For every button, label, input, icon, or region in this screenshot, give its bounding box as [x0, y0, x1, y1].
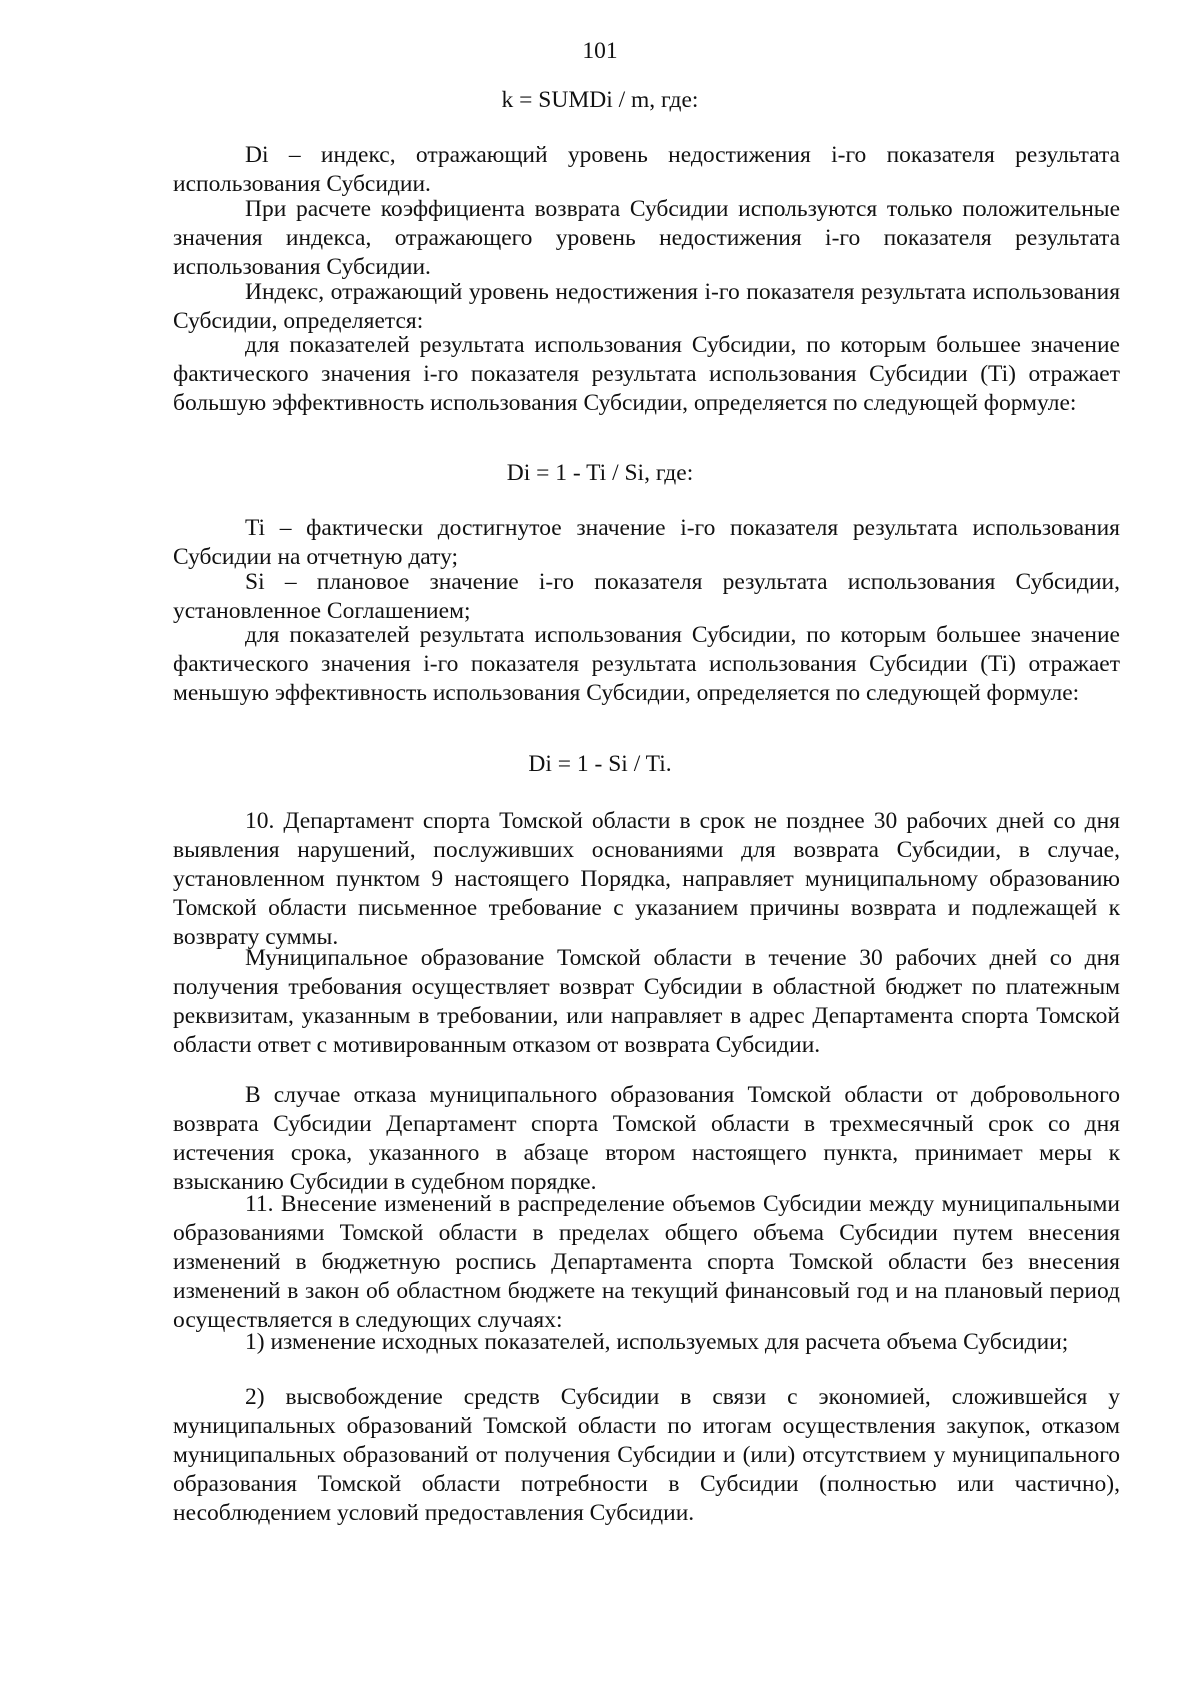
paragraph-greater-efficiency: для показателей результата использования Субсидии, по которым большее значение фактического значения i-го показателя результата использования Субсидии (Ti) отражает большую эффективность использования Субсидии, определяется по следующей формуле: — [173, 332, 1120, 416]
formula-di-more: Di = 1 - Ti / Si, где: — [506, 460, 694, 486]
paragraph-positive-values: При расчете коэффициента возврата Субсидии используются только положительные значения индекса, отражающего уровень недостижения i-го показателя результата использования Субсидии. — [173, 196, 1120, 280]
paragraph-municipal-return: Муниципальное образование Томской области в течение 30 рабочих дней со дня получения требования осуществляет возврат Субсидии в областной бюджет по платежным реквизитам, указанным в требовании, или направляет в адрес Департамента спорта Томской области ответ с мотивированным отказом от возврата Субсидии. — [173, 945, 1120, 1058]
paragraph-lesser-efficiency: для показателей результата использования Субсидии, по которым большее значение фактического значения i-го показателя результата использования Субсидии (Ti) отражает меньшую эффективность использования Субсидии, определяется по следующей формуле: — [173, 622, 1120, 706]
paragraph-subitem-2: 2) высвобождение средств Субсидии в связи с экономией, сложившейся у муниципальных образований Томской области по итогам осуществления закупок, отказом муниципальных образований от получения Субсидии и (или) отсутствием у муниципального образования Томской области потребности в Субсидии (полностью или частично), несоблюдением условий предоставления Субсидии. — [173, 1384, 1120, 1526]
paragraph-index-determined: Индекс, отражающий уровень недостижения i-го показателя результата использования Субсидии, определяется: — [173, 279, 1120, 334]
paragraph-refusal: В случае отказа муниципального образования Томской области от добровольного возврата Субсидии Департамент спорта Томской области в трехмесячный срок со дня истечения срока, указанного в абзаце втором настоящего пункта, принимает меры к взысканию Субсидии в судебном порядке. — [173, 1082, 1120, 1195]
formula-k: k = SUMDi / m, где: — [501, 87, 699, 113]
paragraph-subitem-1: 1) изменение исходных показателей, используемых для расчета объема Субсидии; — [245, 1329, 1069, 1355]
paragraph-item-11: 11. Внесение изменений в распределение объемов Субсидии между муниципальными образованиями Томской области в пределах общего объема Субсидии путем внесения изменений в бюджетную роспись Департамента спорта Томской области без внесения изменений в закон об областном бюджете на текущий финансовый год и на плановый период осуществляется в следующих случаях: — [173, 1191, 1120, 1333]
paragraph-item-10: 10. Департамент спорта Томской области в срок не позднее 30 рабочих дней со дня выявления нарушений, послуживших основаниями для возврата Субсидии, в случае, установленном пунктом 9 настоящего Порядка, направляет муниципальному образованию Томской области письменное требование с указанием причины возврата и подлежащей к возврату суммы. — [173, 808, 1120, 950]
paragraph-di-definition: Di – индекс, отражающий уровень недостижения i-го показателя результата использования Субсидии. — [173, 142, 1120, 197]
formula-di-less: Di = 1 - Si / Ti. — [528, 751, 672, 777]
paragraph-ti-definition: Ti – фактически достигнутое значение i-го показателя результата использования Субсидии на отчетную дату; — [173, 515, 1120, 570]
page-number: 101 — [582, 38, 618, 64]
paragraph-si-definition: Si – плановое значение i-го показателя результата использования Субсидии, установленное Соглашением; — [173, 569, 1120, 624]
